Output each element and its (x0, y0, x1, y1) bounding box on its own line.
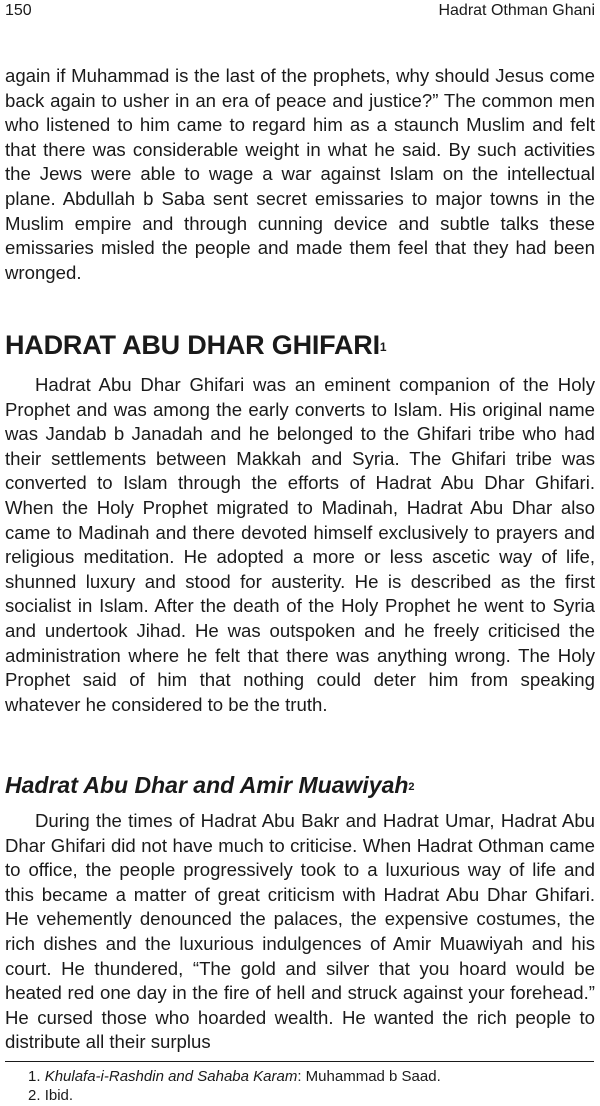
section-intro-text (5, 64, 595, 285)
footnote-source-title: Khulafa-i-Rashdin and Sahaba Karam (44, 1068, 298, 1085)
subheading-abu-dhar-and-muawiyah (5, 770, 415, 800)
section-heading-abu-dhar-ghifari (5, 329, 386, 361)
heading-text: HADRAT ABU DHAR GHIFARI (5, 330, 380, 360)
footnote (28, 1086, 588, 1105)
subheading-text: Hadrat Abu Dhar and Amir Muawiyah (5, 772, 409, 798)
footnotes (28, 1067, 588, 1105)
page-number: 150 (5, 2, 32, 19)
footnote-marker: 1. (28, 1068, 41, 1085)
paragraph-continuation: again if Muhammad is the last of the prophets, why should Jesus come back again to usher in an era of peace and justice?” The common men who listened to him came to regard him as a staunch Muslim and felt that there was considerable weight in what he said. By such activities the Jews were able to wage a war against Islam on the intellectual plane. Abdullah b Saba sent secret emissaries to major towns in the Muslim empire and through cunning device and subtle talks these emissaries misled the people and made them feel that they had been wronged. (5, 65, 595, 283)
section-muawiyah-text (5, 809, 595, 1055)
section-abu-dhar-text (5, 373, 595, 717)
paragraph-muawiyah: During the times of Hadrat Abu Bakr and Hadrat Umar, Hadrat Abu Dhar Ghifari did not have much to criticise. When Hadrat Othman came to office, the people progressively took to a luxurious way of life and this became a matter of great criticism with Hadrat Abu Dhar Ghifari. He vehemently denounced the palaces, the expensive costumes, the rich dishes and the luxurious indulgences of Amir Muawiyah and his court. He thundered, “The gold and silver that you hoard would be heated red one day in the fire of hell and struck against your forehead.” He cursed those who hoarded wealth. He wanted the rich people to distribute all their surplus (5, 810, 595, 1053)
footnote-source-rest: : Muhammad b Saad. (297, 1068, 441, 1085)
running-head (5, 0, 595, 22)
running-title: Hadrat Othman Ghani (438, 2, 595, 19)
footnote-reference: 1 (379, 340, 387, 354)
footnote-divider (5, 1061, 594, 1062)
footnote-reference: 2 (408, 781, 415, 793)
footnote-marker: 2. (28, 1087, 41, 1104)
footnote (28, 1067, 588, 1086)
footnote-source-rest: Ibid. (44, 1087, 74, 1104)
paragraph-abu-dhar: Hadrat Abu Dhar Ghifari was an eminent companion of the Holy Prophet and was among the early converts to Islam. His original name was Jandab b Janadah and he belonged to the Ghifari tribe who had their settlements between Makkah and Syria. The Ghifari tribe was converted to Islam through the efforts of Hadrat Abu Dhar Ghifari. When the Holy Prophet migrated to Madinah, Hadrat Abu Dhar also came to Madinah and there devoted himself exclusively to prayers and religious meditation. He adopted a more or less ascetic way of life, shunned luxury and stood for austerity. He is described as the first socialist in Islam. After the death of the Holy Prophet he went to Syria and undertook Jihad. He was outspoken and he freely criticised the administration where he felt that there was anything wrong. The Holy Prophet said of him that nothing could deter him from speaking whatever he considered to be the truth. (5, 374, 595, 715)
